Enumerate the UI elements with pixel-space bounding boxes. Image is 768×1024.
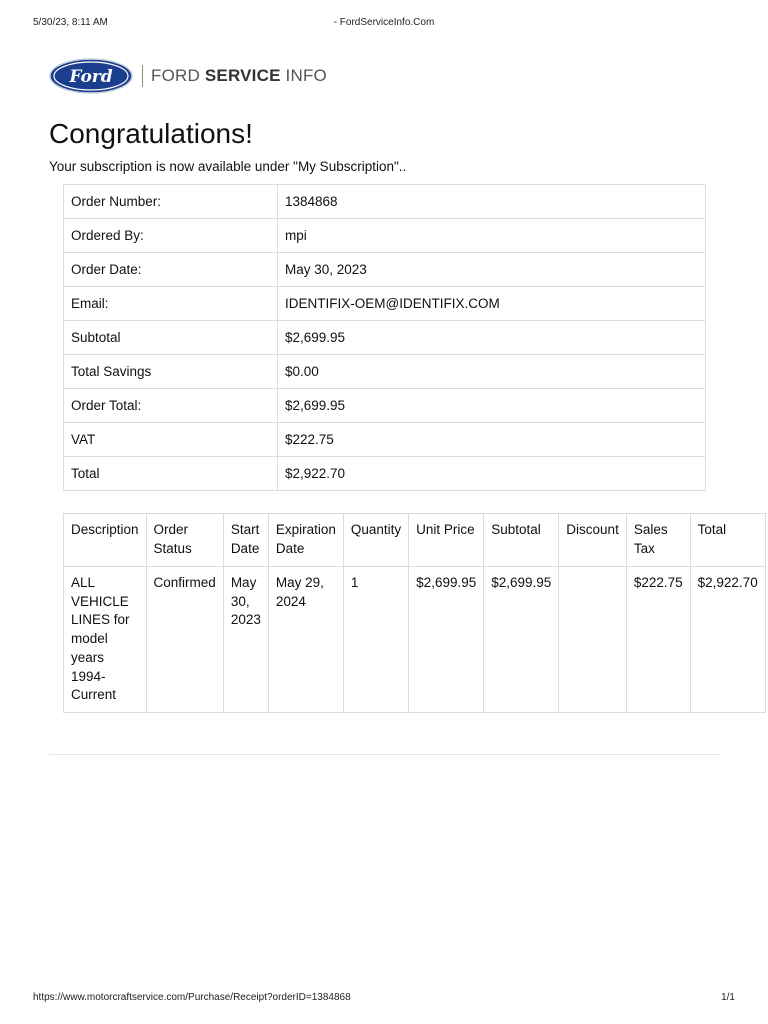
summary-value: mpi bbox=[278, 219, 706, 253]
print-footer bbox=[0, 992, 768, 1006]
item-description: ALL VEHICLE LINES for model years 1994-Current bbox=[64, 567, 147, 713]
summary-label: Total bbox=[64, 457, 278, 491]
summary-row bbox=[64, 389, 706, 423]
brand-wordmark bbox=[151, 66, 327, 86]
print-datetime: 5/30/23, 8:11 AM bbox=[33, 17, 108, 28]
summary-label: Order Total: bbox=[64, 389, 278, 423]
item-start-date: May 30, 2023 bbox=[223, 567, 268, 713]
items-header-row bbox=[64, 514, 766, 567]
summary-label: Subtotal bbox=[64, 321, 278, 355]
item-discount bbox=[559, 567, 627, 713]
brand-info: INFO bbox=[280, 66, 327, 85]
column-header-expiration-date: Expiration Date bbox=[268, 514, 343, 567]
column-header-description: Description bbox=[64, 514, 147, 567]
ford-oval-icon bbox=[49, 58, 133, 94]
summary-row bbox=[64, 423, 706, 457]
item-expiration-date: May 29, 2024 bbox=[268, 567, 343, 713]
table-row bbox=[64, 567, 766, 713]
summary-label: Order Number: bbox=[64, 185, 278, 219]
summary-label: Ordered By: bbox=[64, 219, 278, 253]
summary-value: $2,699.95 bbox=[278, 321, 706, 355]
item-quantity: 1 bbox=[343, 567, 408, 713]
horizontal-divider bbox=[49, 754, 720, 755]
item-order-status: Confirmed bbox=[146, 567, 223, 713]
item-subtotal: $2,699.95 bbox=[484, 567, 559, 713]
subscription-message: Your subscription is now available under "My Subscription".. bbox=[49, 159, 407, 174]
item-sales-tax: $222.75 bbox=[626, 567, 690, 713]
column-header-order-status: Order Status bbox=[146, 514, 223, 567]
column-header-discount: Discount bbox=[559, 514, 627, 567]
page-number: 1/1 bbox=[721, 992, 735, 1003]
summary-row bbox=[64, 287, 706, 321]
brand-service: SERVICE bbox=[204, 66, 281, 85]
ford-oval-script: Ford bbox=[69, 67, 113, 87]
summary-value: $0.00 bbox=[278, 355, 706, 389]
print-page-title: - FordServiceInfo.Com bbox=[333, 17, 435, 28]
summary-row bbox=[64, 355, 706, 389]
summary-value: IDENTIFIX-OEM@IDENTIFIX.COM bbox=[278, 287, 706, 321]
column-header-subtotal: Subtotal bbox=[484, 514, 559, 567]
summary-label: VAT bbox=[64, 423, 278, 457]
order-items-table bbox=[63, 513, 766, 713]
column-header-sales-tax: Sales Tax bbox=[626, 514, 690, 567]
order-summary-table bbox=[63, 184, 706, 491]
summary-value: 1384868 bbox=[278, 185, 706, 219]
item-unit-price: $2,699.95 bbox=[409, 567, 484, 713]
summary-value: $222.75 bbox=[278, 423, 706, 457]
summary-row bbox=[64, 457, 706, 491]
summary-row bbox=[64, 219, 706, 253]
logo-divider bbox=[142, 65, 143, 87]
summary-row bbox=[64, 253, 706, 287]
summary-value: $2,922.70 bbox=[278, 457, 706, 491]
summary-label: Order Date: bbox=[64, 253, 278, 287]
column-header-start-date: Start Date bbox=[223, 514, 268, 567]
item-total: $2,922.70 bbox=[690, 567, 765, 713]
page-heading: Congratulations! bbox=[49, 118, 253, 149]
summary-value: $2,699.95 bbox=[278, 389, 706, 423]
ford-service-info-logo[interactable] bbox=[49, 58, 327, 94]
summary-value: May 30, 2023 bbox=[278, 253, 706, 287]
brand-ford: FORD bbox=[151, 66, 205, 85]
print-header bbox=[0, 17, 768, 31]
page-url: https://www.motorcraftservice.com/Purchase/Receipt?orderID=1384868 bbox=[33, 992, 351, 1003]
column-header-total: Total bbox=[690, 514, 765, 567]
summary-row bbox=[64, 185, 706, 219]
column-header-quantity: Quantity bbox=[343, 514, 408, 567]
summary-label: Total Savings bbox=[64, 355, 278, 389]
summary-row bbox=[64, 321, 706, 355]
column-header-unit-price: Unit Price bbox=[409, 514, 484, 567]
summary-label: Email: bbox=[64, 287, 278, 321]
